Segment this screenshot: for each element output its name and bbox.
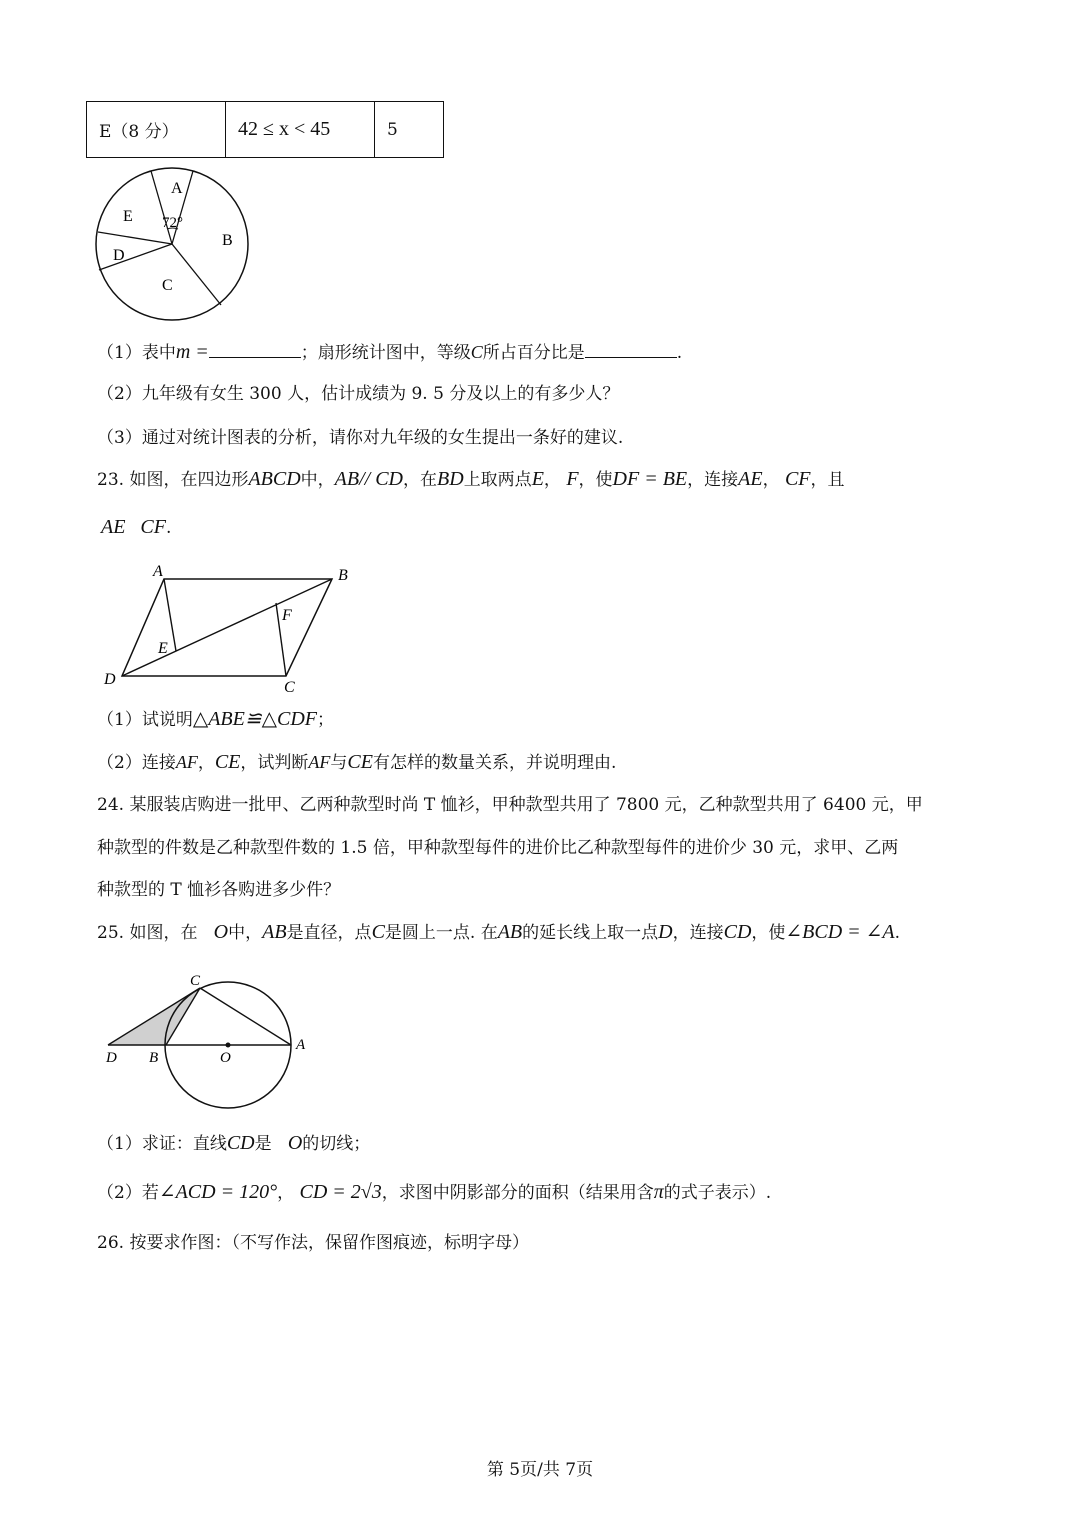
pie-chart	[95, 165, 260, 325]
q25-part1: （1）求证：直线CD是 O的切线；	[97, 1132, 371, 1154]
circle-figure	[100, 965, 320, 1115]
pie-angle-label: 72°	[162, 215, 183, 231]
range-cell: 42 ≤ x < 45	[226, 102, 375, 158]
answer-blank-c[interactable]	[585, 339, 677, 358]
pie-divider-cd	[99, 244, 172, 270]
grade-cell: E（8 分）	[87, 102, 226, 158]
q23-part2: （2）连接AF，CE，试判断AF与CE有怎样的数量关系，并说明理由.	[97, 751, 617, 773]
q24-line2: 种款型的件数是乙种款型件数的 1.5 倍，甲种款型每件的进价比乙种款型每件的进价少 30 元，求甲、乙两	[97, 838, 899, 858]
pie-label-a: A	[171, 180, 183, 197]
diagonal-bd	[122, 579, 332, 676]
q23-stem-cont: AE CF.	[101, 516, 172, 538]
pie-label-d: D	[113, 247, 125, 264]
q26-stem: 26. 按要求作图：（不写作法，保留作图痕迹，标明字母）	[97, 1233, 529, 1253]
q22-part1: （1）表中m = ；扇形统计图中，等级C所占百分比是 .	[97, 341, 683, 363]
fig-label-e: E	[158, 640, 168, 657]
pie-label-c: C	[162, 277, 173, 294]
pie-label-b: B	[222, 232, 233, 249]
q24-line3: 种款型的 T 恤衫各购进多少件？	[97, 880, 341, 900]
fig-label-b: B	[149, 1050, 159, 1066]
fig-label-d: D	[104, 671, 116, 688]
q23-part1: （1）试说明△ABE≌△CDF；	[97, 708, 334, 730]
pie-divider-ae	[151, 171, 172, 244]
q25-part2: （2）若∠ACD = 120°， CD = 2√3，求图中阴影部分的面积（结果用含π的式子表示）.	[97, 1181, 772, 1203]
fig-label-b: B	[338, 567, 348, 584]
fig-label-c: C	[190, 973, 201, 989]
q23-stem: 23. 如图，在四边形ABCD中，AB// CD，在BD上取两点E， F，使DF = BE，连接AE， CF，且	[97, 468, 845, 490]
page-footer: 第 5页/共 7页	[486, 1460, 594, 1480]
fig-label-a: A	[296, 1037, 306, 1053]
table-row	[87, 102, 444, 158]
fig-label-f: F	[282, 607, 292, 624]
quadrilateral-figure	[100, 558, 370, 698]
fig-label-a: A	[153, 563, 163, 580]
score-table	[86, 101, 444, 158]
count-cell: 5	[375, 102, 444, 158]
pie-divider-de	[98, 232, 172, 244]
fig-label-c: C	[284, 679, 295, 696]
pie-label-e: E	[123, 208, 133, 225]
center-point	[226, 1043, 231, 1048]
q22-part3: （3）通过对统计图表的分析，请你对九年级的女生提出一条好的建议.	[97, 428, 624, 448]
q25-stem: 25. 如图，在 O中，AB是直径，点C是圆上一点. 在AB的延长线上取一点D，连接CD，使∠BCD = ∠A.	[97, 921, 901, 943]
fig-label-o: O	[220, 1050, 231, 1066]
pie-divider-bc	[172, 244, 221, 305]
fig-label-d: D	[106, 1050, 117, 1066]
answer-blank-m[interactable]	[209, 339, 301, 358]
q22-part2: （2）九年级有女生 300 人，估计成绩为 9. 5 分及以上的有多少人？	[97, 384, 620, 404]
q24-line1: 24. 某服装店购进一批甲、乙两种款型时尚 T 恤衫，甲种款型共用了 7800 元，乙种款型共用了 6400 元，甲	[97, 795, 923, 815]
segment-ca	[200, 988, 291, 1045]
